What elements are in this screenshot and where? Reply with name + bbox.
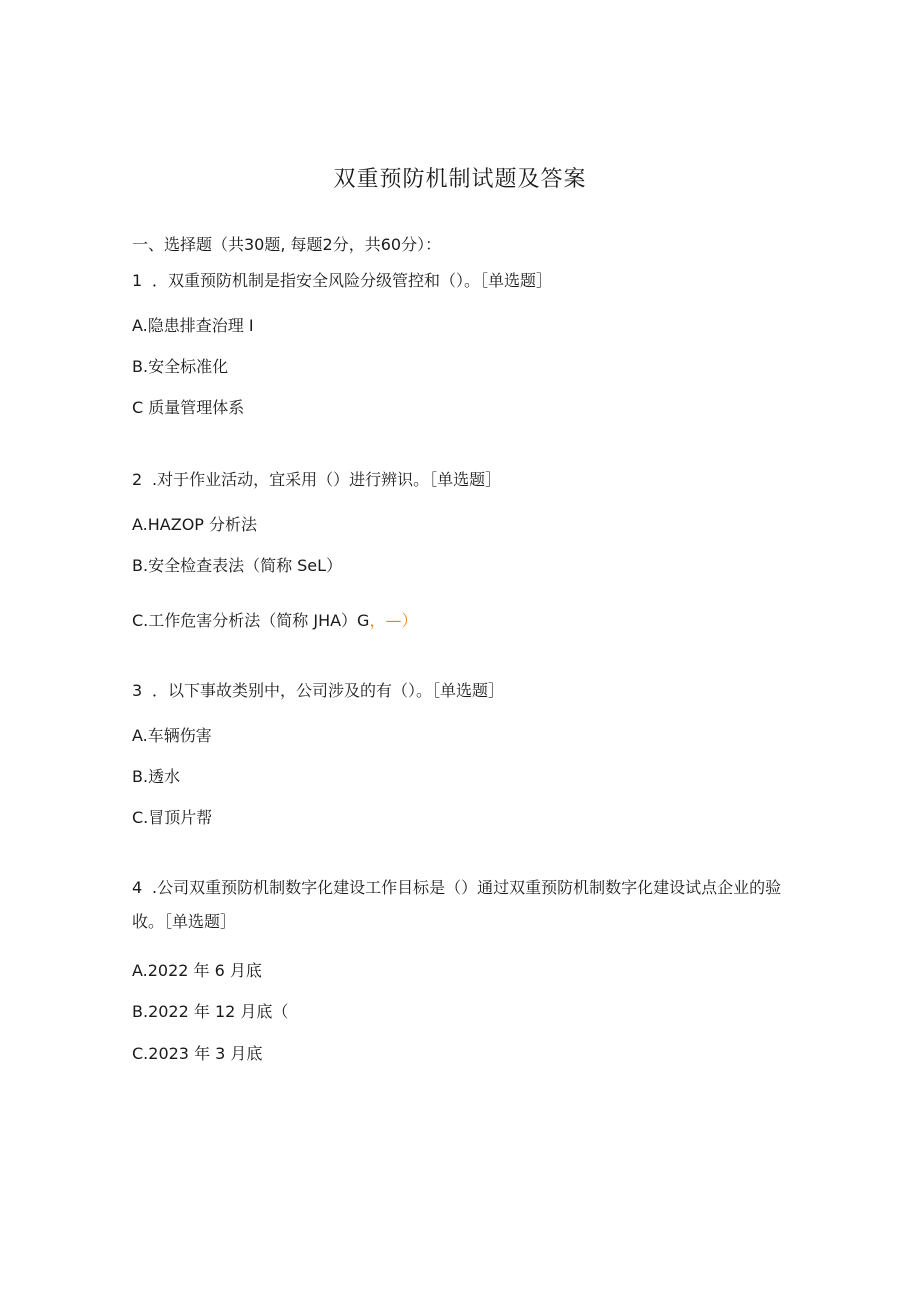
annotation-mark: ，—）: [369, 611, 418, 630]
question-4: [132, 871, 792, 939]
question-text: ．双重预防机制是指安全风险分级管控和（）。［单选题］: [152, 271, 553, 290]
question-3: [132, 678, 504, 701]
option-4b: B.2022 年 12 月底（: [132, 1002, 289, 1021]
option-4c: C.2023 年 3 月底: [132, 1044, 263, 1063]
option-4a: A.2022 年 6 月底: [132, 961, 262, 980]
option-3c: C.冒顶片帮: [132, 808, 213, 827]
question-2: [132, 467, 501, 490]
question-number: 2: [132, 470, 143, 489]
option-1a: A.隐患排查治理 I: [132, 316, 254, 335]
option-2b: B.安全检查表法（简称 SeL）: [132, 556, 343, 575]
option-3a: A.车辆伤害: [132, 726, 212, 745]
option-3b: B.透水: [132, 767, 181, 786]
question-number: 1: [132, 271, 143, 290]
question-text: ．以下事故类别中，公司涉及的有（）。［单选题］: [152, 681, 505, 700]
question-1: [132, 268, 552, 291]
option-text: C.工作危害分析法（简称 JHA）G: [132, 611, 370, 630]
question-text: .公司双重预防机制数字化建设工作目标是（）通过双重预防机制数字化建设试点企业的验收。［单选题］: [132, 878, 782, 931]
option-1b: B.安全标准化: [132, 357, 229, 376]
question-number: 4: [132, 878, 143, 897]
option-2c: [132, 608, 417, 631]
option-1c: C 质量管理体系: [132, 398, 245, 417]
option-2a: A.HAZOP 分析法: [132, 515, 258, 534]
document-title: 双重预防机制试题及答案: [333, 167, 587, 192]
question-number: 3: [132, 681, 143, 700]
section-header: 一、选择题（共30题, 每题2分，共60分）：: [132, 235, 442, 254]
question-text: .对于作业活动，宜采用（）进行辨识。［单选题］: [152, 470, 502, 489]
